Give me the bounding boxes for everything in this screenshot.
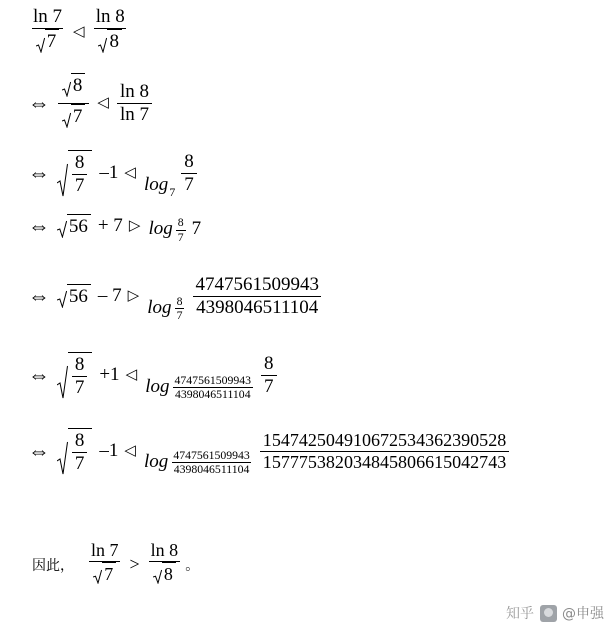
denominator: 4398046511104: [193, 296, 321, 319]
relation-greater: ▷: [128, 216, 141, 234]
numerator: 4747561509943: [195, 274, 319, 295]
radical-glyph: [57, 365, 68, 399]
radical-glyph: [57, 441, 68, 475]
relation-less: ◁: [125, 365, 138, 383]
denominator: 4398046511104: [174, 388, 251, 402]
radical-sign: [98, 29, 107, 53]
radicand: [68, 428, 93, 475]
log-label: log: [147, 296, 172, 318]
sqrt-7: [62, 104, 86, 128]
fraction-8-7: [175, 295, 185, 323]
author-name: @申强: [562, 606, 604, 622]
radicand: 8: [71, 73, 86, 97]
denominator: 7: [261, 375, 277, 398]
radical-sign: [57, 150, 68, 197]
radical-glyph: [57, 220, 67, 238]
log-label: log: [144, 450, 169, 472]
numerator: ln 7: [33, 6, 63, 27]
denominator: [89, 561, 120, 589]
numerator: ln 8: [150, 540, 179, 560]
iff-symbol: ⇔: [28, 213, 50, 238]
denominator: [32, 28, 64, 59]
radical-sign: [57, 352, 68, 399]
numerator: 4747561509943: [173, 448, 250, 462]
radicand: 8: [107, 29, 122, 53]
plus-seven: + 7: [97, 215, 123, 237]
radical-sign: [57, 214, 67, 238]
iff-symbol: ⇔: [28, 438, 50, 463]
fraction-ln7-sqrt7: [88, 540, 122, 589]
sqrt-7: [93, 562, 116, 585]
fraction-8-7: [176, 216, 186, 244]
proof-line-7: [28, 428, 511, 475]
proof-line-2: [28, 73, 154, 133]
log-expression: [147, 274, 324, 323]
log-base: [169, 449, 253, 477]
iff-symbol: ⇔: [28, 90, 50, 115]
numerator: 8: [74, 354, 85, 375]
radical-glyph: [93, 569, 102, 584]
proof-line-3: [28, 150, 199, 197]
denominator: 4398046511104: [173, 463, 250, 477]
log-argument: [258, 430, 511, 473]
radicand: 56: [67, 284, 91, 308]
log-base: [171, 374, 255, 402]
iff-symbol: ⇔: [28, 283, 50, 308]
log-expression: [145, 353, 278, 402]
numerator: ln 7: [91, 540, 119, 560]
numerator: [58, 73, 90, 103]
denominator: 7: [72, 174, 88, 197]
radicand: 56: [67, 214, 91, 238]
fraction-ln8-ln7: [117, 81, 152, 126]
numerator: 8: [176, 294, 183, 308]
radical-glyph: [98, 37, 107, 53]
fraction-8-7: [72, 430, 88, 475]
radicand: 7: [45, 29, 60, 53]
minus-seven: – 7: [97, 285, 122, 307]
relation-less: ◁: [73, 22, 85, 40]
log-base: [173, 295, 187, 323]
log-expression: [144, 151, 199, 199]
radical-glyph: [62, 81, 71, 97]
denominator: 7: [181, 173, 197, 196]
radicand: 8: [162, 562, 176, 585]
denominator: ln 7: [117, 103, 152, 126]
radical-glyph: [57, 163, 68, 197]
radical-sign: [57, 428, 68, 475]
denominator: 157775382034845806615042743: [260, 451, 509, 473]
numerator: 4747561509943: [174, 373, 252, 387]
numerator: ln 8: [120, 80, 150, 102]
denominator: 7: [177, 230, 184, 244]
fraction-8-7: [72, 152, 88, 197]
radical-glyph: [57, 290, 67, 308]
fraction-big-1: [171, 449, 251, 477]
fraction-8-7: [261, 353, 277, 398]
numerator: ln 8: [95, 6, 125, 27]
radicand: [68, 150, 93, 197]
numerator: 8: [264, 353, 274, 374]
relation-less: ◁: [97, 93, 110, 111]
fraction-8-7: [72, 354, 88, 399]
proof-line-1: [28, 6, 130, 59]
fraction-ln8-sqrt8: [93, 6, 128, 59]
proof-line-6: [28, 352, 279, 402]
numerator: 154742504910672534362390528: [262, 430, 507, 451]
log-argument: [259, 353, 279, 398]
radical-sign: [93, 562, 102, 585]
radical-glyph: [153, 569, 162, 584]
denominator: [149, 561, 180, 589]
fraction-sqrt8-sqrt7: [58, 73, 90, 133]
log-label: log: [148, 218, 173, 240]
log-argument: [179, 151, 199, 196]
log-base: [174, 216, 188, 244]
log-argument: 7: [191, 218, 202, 240]
radical-glyph: [36, 37, 45, 53]
sqrt-56: [57, 284, 91, 308]
fraction-ln7-sqrt7: [30, 6, 65, 59]
fraction-big-1: [173, 374, 253, 402]
denominator: [94, 28, 126, 59]
radical-sign: [62, 73, 71, 97]
sqrt-fraction-8-7: [57, 352, 93, 399]
conclusion-line: [32, 540, 199, 589]
sqrt-8: [62, 73, 86, 97]
radical-sign: [57, 284, 67, 308]
radicand: 7: [102, 562, 116, 585]
log-label: log: [144, 173, 169, 195]
radical-sign: [62, 104, 71, 128]
numerator: 8: [74, 430, 85, 451]
denominator: 7: [72, 376, 88, 399]
relation-greater: ▷: [127, 286, 140, 304]
iff-symbol: ⇔: [28, 362, 50, 387]
minus-one: –1: [99, 162, 119, 184]
denominator: 7: [176, 309, 183, 323]
log-expression: [148, 212, 202, 244]
denominator: [58, 103, 90, 134]
radical-sign: [153, 562, 162, 585]
sqrt-56: [57, 214, 91, 238]
fraction-big-1: [192, 274, 322, 319]
proof-line-4: [28, 212, 202, 244]
numerator: 8: [184, 151, 194, 172]
sqrt-7: [36, 29, 60, 53]
log-argument: [190, 274, 324, 319]
numerator: 8: [74, 152, 85, 173]
sqrt-8: [153, 562, 176, 585]
relation-less: ◁: [124, 163, 137, 181]
conclusion-period: 。: [185, 557, 200, 574]
fraction-big-2: [260, 430, 509, 473]
fraction-ln8-sqrt8: [148, 540, 182, 589]
relation-greater-than: >: [129, 554, 140, 575]
sqrt-8: [98, 29, 122, 53]
log-base: 7: [169, 185, 176, 199]
watermark: [506, 603, 604, 623]
proof-line-5: [28, 274, 324, 323]
radicand: 7: [71, 104, 86, 128]
sqrt-fraction-8-7: [57, 428, 93, 475]
sqrt-fraction-8-7: [57, 150, 93, 197]
relation-less: ◁: [124, 441, 137, 459]
log-expression: [144, 430, 511, 477]
radicand: [68, 352, 93, 399]
numerator: 8: [177, 216, 184, 229]
plus-one: +1: [99, 364, 120, 386]
denominator: 7: [72, 452, 88, 475]
avatar: [540, 605, 557, 622]
radical-sign: [36, 29, 45, 53]
iff-symbol: ⇔: [28, 160, 50, 185]
fraction-8-7: [181, 151, 197, 196]
conclusion-lead: 因此，: [32, 557, 74, 574]
radical-glyph: [62, 112, 71, 128]
minus-one: –1: [99, 440, 119, 462]
log-label: log: [145, 375, 170, 397]
zhihu-logo: 知乎: [506, 606, 534, 622]
